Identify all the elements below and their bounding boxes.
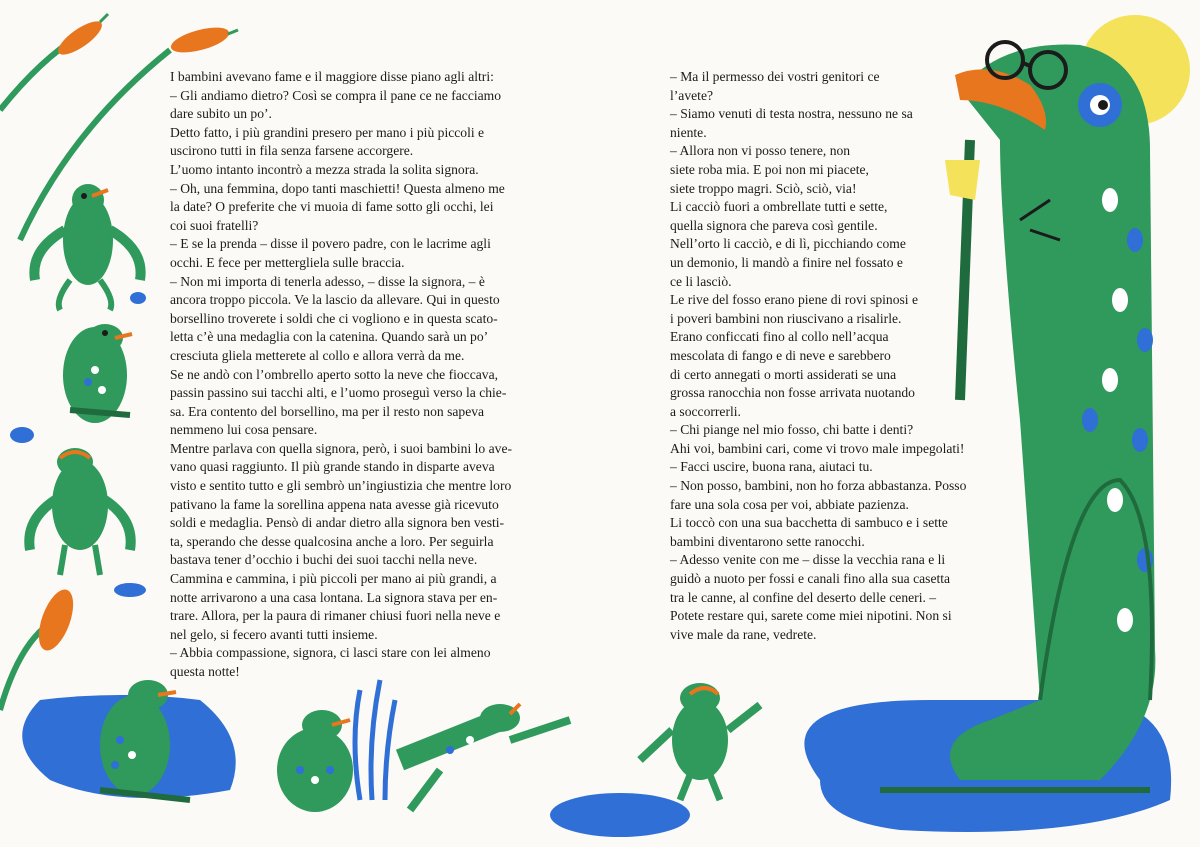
text-line: letta c’è una medaglia con la catenina. Quando sarà un po’: [170, 329, 489, 345]
text-line: tra le canne, al confine del deserto delle ceneri. –: [670, 589, 937, 605]
text-line: – Siamo venuti di testa nostra, nessuno ne sa: [670, 106, 913, 122]
text-line: visto e sentito tutto e gli sembrò un’ingiustizia che mentre loro: [170, 478, 512, 494]
text-line: uscirono tutti in fila senza farsene accorgere.: [170, 143, 414, 159]
text-line: coi suoi fratelli?: [170, 217, 259, 233]
text-line: – Ma il permesso dei vostri genitori ce: [670, 69, 880, 84]
text-line: vano quasi raggiunto. Il più grande stando in disparte aveva: [170, 459, 495, 475]
water-puddle: [10, 427, 34, 443]
text-line: – Adesso venite con me – disse la vecchia rana e li: [670, 552, 946, 568]
text-line: nel gelo, si fecero avanti tutti insieme.: [170, 626, 378, 642]
frog-illustration: [63, 324, 132, 423]
text-line: la date? O preferite che vi muoia di fame sotto gli occhi, lei: [170, 199, 494, 215]
text-line: Potete restare qui, sarete come miei nipotini. Non si: [670, 608, 952, 624]
text-line: nemmeno lui cosa pensare.: [170, 422, 318, 438]
text-line: – Non posso, bambini, non ho forza abbastanza. Posso: [670, 478, 967, 494]
frog-illustration: [34, 184, 140, 310]
text-line: cresciuta gliela metterete al collo e allora verrà da me.: [170, 347, 465, 363]
text-line: mescolata di fango e di neve e sarebbero: [670, 347, 891, 363]
text-line: fare una sola cosa per voi, abbiate pazienza.: [670, 496, 909, 512]
text-line: notte arrivarono a una casa lontana. La signora stava per en-: [170, 589, 498, 605]
text-line: bambini diventarono sette ranocchi.: [670, 533, 865, 549]
text-line: quella signora che pareva così gentile.: [670, 217, 878, 233]
text-line: grossa ranocchia non fosse arrivata nuotando: [670, 385, 915, 401]
text-line: Ahi voi, bambini cari, come vi trovo male impegolati!: [670, 440, 965, 456]
water-puddle: [114, 583, 146, 597]
text-line: Nell’orto li cacciò, e di lì, picchiando come: [670, 236, 906, 252]
text-line: Detto fatto, i più grandini presero per mano i più piccoli e: [170, 124, 485, 140]
text-line: niente.: [670, 124, 707, 140]
text-line: pativano la fame la sorellina appena nata avesse già ricevuto: [170, 496, 499, 512]
right-page-text: [670, 68, 990, 644]
text-line: Se ne andò con l’ombrello aperto sotto la neve che fioccava,: [170, 366, 499, 382]
text-line: – Allora non vi posso tenere, non: [670, 143, 851, 159]
text-line: occhi. E fece per mettergliela sulle braccia.: [170, 254, 405, 270]
text-line: Li toccò con una sua bacchetta di sambuco e i sette: [670, 515, 948, 531]
text-line: dare subito un po’.: [170, 106, 272, 122]
water-puddle: [130, 292, 146, 304]
text-line: – Oh, una femmina, dopo tanti maschietti! Questa almeno me: [170, 180, 505, 196]
text-line: vive male da rane, vedrete.: [670, 626, 817, 642]
text-line: questa notte!: [170, 664, 240, 679]
text-line: ancora troppo piccola. Ve la lascio da allevare. Qui in questo: [170, 292, 500, 308]
text-line: borsellino troverete i soldi che ci vogliono e in questa scato-: [170, 310, 498, 326]
text-line: bastava tener d’occhio i buchi dei suoi tacchi nella neve.: [170, 552, 478, 568]
text-line: ce li lasciò.: [670, 273, 732, 289]
text-line: un demonio, li mandò a finire nel fossato e: [670, 254, 903, 270]
text-line: siete troppo magri. Sciò, sciò, via!: [670, 180, 857, 196]
text-line: – Abbia compassione, signora, ci lasci stare con lei almeno: [170, 645, 491, 661]
text-line: Erano conficcati fino al collo nell’acqua: [670, 329, 889, 345]
text-line: Cammina e cammina, i più piccoli per mano ai più grandi, a: [170, 571, 497, 587]
text-line: i poveri bambini non riuscivano a risalirle.: [670, 310, 902, 326]
text-line: – E se la prenda – disse il povero padre, con le lacrime agli: [170, 236, 491, 252]
text-line: sa. Era contento del borsellino, ma per il resto non sapeva: [170, 403, 485, 419]
text-line: soldi e medaglia. Pensò di andar dietro alla signora ben vesti-: [170, 515, 505, 531]
water-pond: [550, 793, 690, 837]
text-line: trare. Allora, per la paura di rimaner chiusi fuori nella neve e: [170, 608, 501, 624]
text-line: L’uomo intanto incontrò a mezza strada la solita signora.: [170, 161, 479, 177]
frog-illustration: [29, 448, 130, 575]
text-line: a soccorrerli.: [670, 403, 741, 419]
reed-grass: [355, 680, 395, 800]
frog-illustration: [400, 704, 570, 810]
text-line: ta, sperando che desse qualcosina anche a loro. Per seguirla: [170, 533, 494, 549]
text-line: l’avete?: [670, 87, 714, 103]
text-line: I bambini avevano fame e il maggiore disse piano agli altri:: [170, 69, 494, 84]
text-line: Mentre parlava con quella signora, però, i suoi bambini lo ave-: [170, 440, 513, 456]
text-line: – Facci uscire, buona rana, aiutaci tu.: [670, 459, 873, 475]
frog-illustration: [640, 683, 760, 800]
cattail-bottom-left: [0, 585, 80, 710]
frog-illustration: [277, 710, 353, 812]
text-line: guidò a nuoto per fossi e canali fino alla sua casetta: [670, 571, 951, 587]
text-line: Le rive del fosso erano piene di rovi spinosi e: [670, 292, 919, 308]
left-page-text: [170, 68, 530, 682]
text-line: – Chi piange nel mio fosso, chi batte i denti?: [670, 422, 914, 438]
text-line: siete roba mia. E poi non mi piacete,: [670, 161, 869, 177]
text-line: Li cacciò fuori a ombrellate tutti e sette,: [670, 199, 888, 215]
text-line: di certo annegati o morti assiderati se una: [670, 366, 897, 382]
text-line: – Non mi importa di tenerla adesso, – disse la signora, – è: [170, 273, 485, 289]
text-line: passin passino sui tacchi alti, e l’uomo proseguì verso la chie-: [170, 385, 507, 401]
text-line: – Gli andiamo dietro? Così se compra il pane ce ne facciamo: [170, 87, 502, 103]
